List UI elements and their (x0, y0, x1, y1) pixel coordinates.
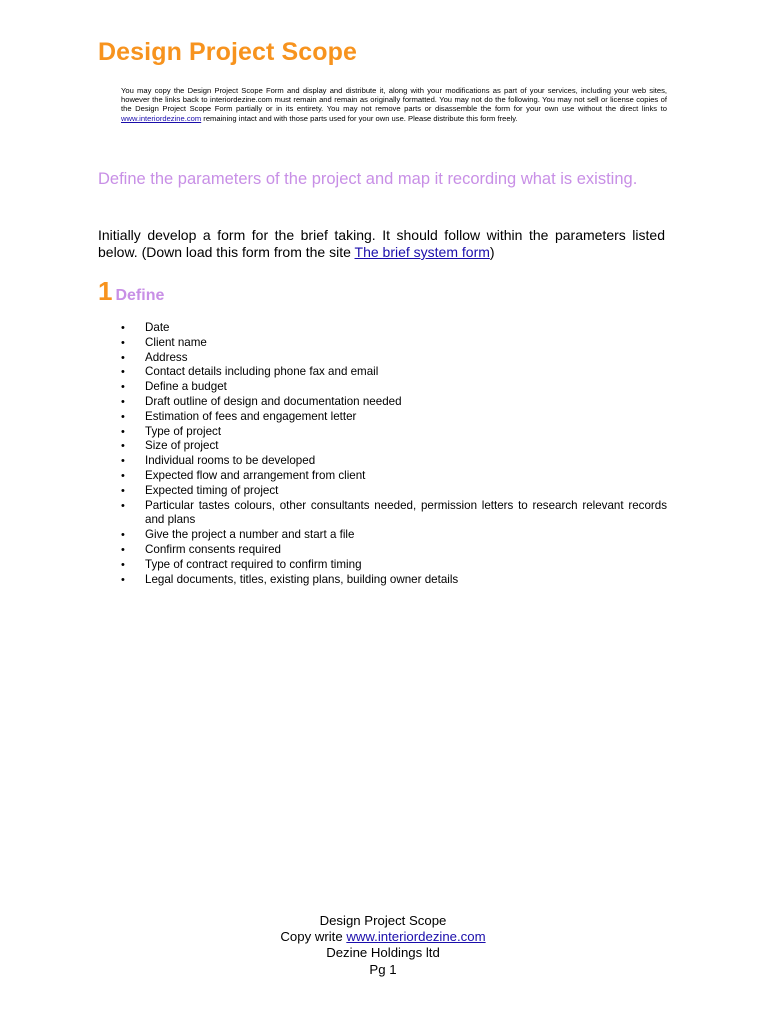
notice-link[interactable]: www.interiordezine.com (121, 113, 202, 123)
list-item-text: Confirm consents required (145, 542, 281, 556)
list-item-text: Type of contract required to confirm timing (145, 557, 362, 571)
list-item-text: Date (145, 321, 170, 334)
bullet-icon: • (121, 381, 125, 394)
list-item (98, 543, 667, 558)
list-item-text: Draft outline of design and documentation needed (145, 394, 402, 408)
bullet-icon: • (121, 395, 125, 408)
section-heading (98, 276, 164, 307)
list-item-text: Legal documents, titles, existing plans, building owner details (145, 572, 459, 586)
bullet-icon: • (121, 573, 125, 586)
page-title: Design Project Scope (98, 38, 358, 66)
intro-paragraph (98, 227, 665, 261)
bullet-icon: • (121, 425, 125, 438)
list-item (98, 321, 667, 336)
notice-text-end: remaining intact and with those parts used for your own use. Please distribute this form freely. (201, 113, 518, 123)
copyright-notice (121, 86, 667, 123)
list-item-text: Expected flow and arrangement from client (145, 468, 366, 482)
bullet-icon: • (121, 322, 125, 334)
page-number: Pg 1 (369, 961, 397, 977)
list-item (98, 469, 667, 484)
footer-title: Design Project Scope (319, 913, 447, 928)
list-item-text: Contact details including phone fax and email (145, 365, 379, 379)
list-item (98, 573, 667, 588)
bullet-icon: • (121, 543, 125, 556)
list-item (98, 336, 667, 351)
bullet-icon: • (121, 410, 125, 423)
list-item-text: Estimation of fees and engagement letter (145, 409, 357, 423)
list-item (98, 558, 667, 573)
list-item (98, 439, 667, 454)
bullet-icon: • (121, 336, 125, 349)
list-item (98, 395, 667, 410)
subtitle: Define the parameters of the project and map it recording what is existing. (98, 170, 638, 188)
list-item-text: Expected timing of project (145, 483, 279, 497)
list-item (98, 365, 667, 380)
bullet-icon: • (121, 499, 125, 512)
footer-company: Dezine Holdings ltd (326, 945, 440, 961)
list-item (98, 351, 667, 366)
bullet-icon: • (121, 529, 125, 542)
list-item-text: Client name (145, 335, 207, 349)
list-item (98, 499, 667, 529)
list-item (98, 484, 667, 499)
list-item-text: Address (145, 350, 188, 364)
define-list (98, 321, 667, 587)
list-item-text: Individual rooms to be developed (145, 454, 316, 468)
notice-text-start: You may copy the Design Project Scope Form and display and distribute it, along with your modifications as part of your services, including your web sites, however the links back to interiordezine.com must remain and remain as originally formatted. You may not do the following. You may not sell or license copies of the Design Project Scope Form partially or in its entirety. You may not remove parts or disassemble the form for your own use without the direct links to (121, 86, 667, 114)
section-label: Define (115, 287, 165, 304)
bullet-icon: • (121, 469, 125, 482)
bullet-icon: • (121, 484, 125, 497)
brief-form-link[interactable]: The brief system form (354, 244, 490, 260)
bullet-icon: • (121, 366, 125, 379)
intro-text-start: Initially develop a form for the brief taking. It should follow within the parameters listed below. (Down load this form from the site (98, 227, 665, 260)
footer-link[interactable]: www.interiordezine.com (346, 929, 486, 945)
list-item (98, 528, 667, 543)
page-footer (0, 913, 766, 978)
intro-text-end: ) (489, 244, 495, 260)
list-item-text: Size of project (145, 439, 219, 453)
list-item (98, 380, 667, 395)
list-item (98, 454, 667, 469)
list-item-text: Type of project (145, 424, 222, 438)
list-item-text: Define a budget (145, 380, 227, 394)
list-item-text: Particular tastes colours, other consultants needed, permission letters to research relevant records and plans (145, 498, 667, 527)
list-item (98, 410, 667, 425)
bullet-icon: • (121, 455, 125, 468)
footer-copyright-prefix: Copy write (280, 929, 347, 945)
footer-copyright (0, 929, 766, 945)
bullet-icon: • (121, 440, 125, 453)
bullet-icon: • (121, 558, 125, 571)
list-item (98, 425, 667, 440)
section-number: 1 (98, 276, 113, 306)
list-item-text: Give the project a number and start a file (145, 528, 355, 542)
bullet-icon: • (121, 351, 125, 364)
